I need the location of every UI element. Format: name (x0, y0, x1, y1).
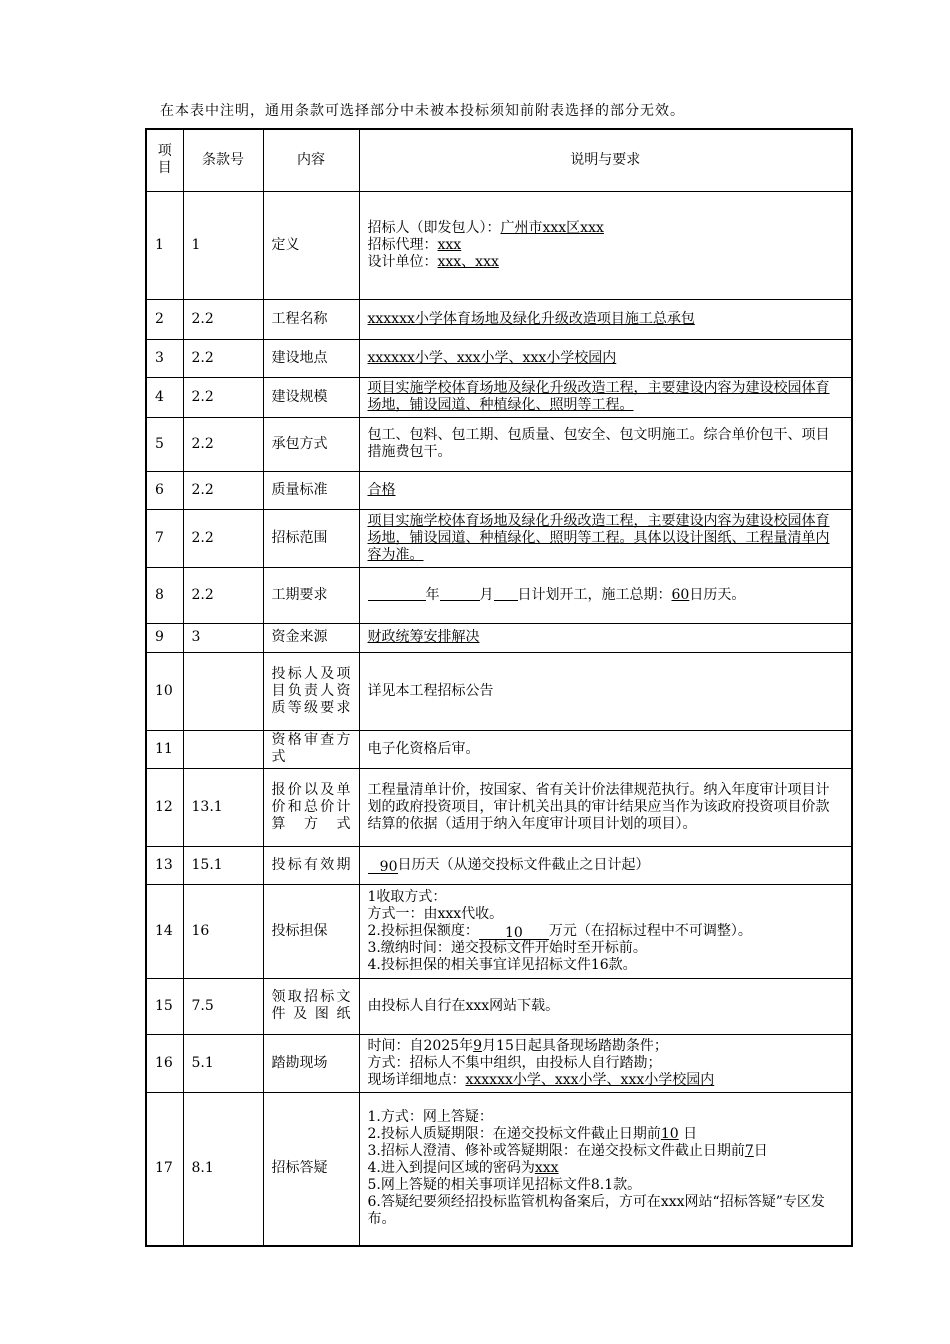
row-clause: 16 (183, 884, 263, 978)
row-no: 14 (146, 884, 183, 978)
row-no: 12 (146, 768, 183, 846)
row-clause: 8.1 (183, 1092, 263, 1246)
row-clause: 13.1 (183, 768, 263, 846)
table-row (146, 509, 852, 567)
row-clause: 2.2 (183, 471, 263, 509)
table-row (146, 884, 852, 978)
row-clause: 15.1 (183, 846, 263, 884)
table-row (146, 471, 852, 509)
row-desc: 年 月 日计划开工，施工总期：60日历天。 (359, 567, 852, 623)
row-desc: 财政统筹安排解决 (359, 623, 852, 652)
row-no: 1 (146, 191, 183, 299)
row-content: 建设规模 (263, 377, 359, 417)
row-desc: 由投标人自行在xxx网站下载。 (359, 978, 852, 1034)
row-content: 领取招标文件及图纸 (263, 978, 359, 1034)
row-clause: 5.1 (183, 1034, 263, 1092)
row-content: 质量标准 (263, 471, 359, 509)
intro-note: 在本表中注明，通用条款可选择部分中未被本投标须知前附表选择的部分无效。 (160, 103, 685, 119)
row-content: 投标有效期 (263, 846, 359, 884)
row-no: 4 (146, 377, 183, 417)
row-desc: 项目实施学校体育场地及绿化升级改造工程，主要建设内容为建设校园体育场地，铺设园道、种植绿化、照明等工程。 (359, 377, 852, 417)
row-content: 投标人及项目负责人资质等级要求 (263, 652, 359, 730)
row-content: 工程名称 (263, 299, 359, 339)
row-no: 5 (146, 417, 183, 471)
table-row (146, 567, 852, 623)
row-no: 17 (146, 1092, 183, 1246)
row-desc: 1收取方式： 方式一：由xxx代收。 2.投标担保额度： 10 万元（在招标过程中不可调整）。 3.缴纳时间：递交投标文件开始时至开标前。 4.投标担保的相关事宜详见招标文件16款。 (359, 884, 852, 978)
table-header-row (146, 129, 852, 191)
row-clause: 2.2 (183, 509, 263, 567)
row-desc: 招标人（即发包人）：广州市xxx区xxx 招标代理：xxx 设计单位：xxx、xxx (359, 191, 852, 299)
row-content: 定义 (263, 191, 359, 299)
row-no: 13 (146, 846, 183, 884)
header-item: 项目 (146, 129, 183, 191)
table-row (146, 768, 852, 846)
row-desc: 合格 (359, 471, 852, 509)
header-desc: 说明与要求 (359, 129, 852, 191)
row-content: 工期要求 (263, 567, 359, 623)
row-content: 报价以及单价和总价计算方式 (263, 768, 359, 846)
table-row (146, 377, 852, 417)
row-clause: 2.2 (183, 377, 263, 417)
row-clause: 2.2 (183, 567, 263, 623)
row-no: 2 (146, 299, 183, 339)
row-desc: xxxxxx小学体育场地及绿化升级改造项目施工总承包 (359, 299, 852, 339)
row-clause: 3 (183, 623, 263, 652)
header-clause: 条款号 (183, 129, 263, 191)
table-row (146, 730, 852, 768)
row-clause: 2.2 (183, 339, 263, 377)
row-content: 踏勘现场 (263, 1034, 359, 1092)
row-desc: 项目实施学校体育场地及绿化升级改造工程，主要建设内容为建设校园体育场地，铺设园道、种植绿化、照明等工程。具体以设计图纸、工程量清单内容为准。 (359, 509, 852, 567)
row-content: 招标范围 (263, 509, 359, 567)
table-row (146, 1092, 852, 1246)
row-clause: 2.2 (183, 299, 263, 339)
row-desc: 电子化资格后审。 (359, 730, 852, 768)
table-row (146, 339, 852, 377)
table-row (146, 846, 852, 884)
row-no: 15 (146, 978, 183, 1034)
row-no: 11 (146, 730, 183, 768)
table-row (146, 191, 852, 299)
row-clause: 1 (183, 191, 263, 299)
row-desc: 时间：自2025年9月15日起具备现场踏勘条件； 方式：招标人不集中组织，由投标人自行踏勘； 现场详细地点：xxxxxx小学、xxx小学、xxx小学校园内 (359, 1034, 852, 1092)
row-content: 建设地点 (263, 339, 359, 377)
row-content: 承包方式 (263, 417, 359, 471)
row-clause (183, 652, 263, 730)
row-content: 资格审查方式 (263, 730, 359, 768)
row-no: 10 (146, 652, 183, 730)
row-content: 投标担保 (263, 884, 359, 978)
row-desc: xxxxxx小学、xxx小学、xxx小学校园内 (359, 339, 852, 377)
row-no: 16 (146, 1034, 183, 1092)
row-desc: 1.方式：网上答疑： 2.投标人质疑期限：在递交投标文件截止日期前10 日 3.招标人澄清、修补或答疑期限：在递交投标文件截止日期前7日 4.进入到提问区域的密码为xxx 5.网上答疑的相关事项详见招标文件8.1款。 6.答疑纪要须经招投标监管机构备案后，方可在xxx网站“招标答疑”专区发布。 (359, 1092, 852, 1246)
table-row (146, 623, 852, 652)
row-desc: 包工、包料、包工期、包质量、包安全、包文明施工。综合单价包干、项目措施费包干。 (359, 417, 852, 471)
row-no: 8 (146, 567, 183, 623)
row-content: 招标答疑 (263, 1092, 359, 1246)
row-desc: 详见本工程招标公告 (359, 652, 852, 730)
row-content: 资金来源 (263, 623, 359, 652)
row-no: 7 (146, 509, 183, 567)
header-content: 内容 (263, 129, 359, 191)
row-clause (183, 730, 263, 768)
row-clause: 7.5 (183, 978, 263, 1034)
row-no: 3 (146, 339, 183, 377)
row-desc: 工程量清单计价，按国家、省有关计价法律规范执行。纳入年度审计项目计划的政府投资项目，审计机关出具的审计结果应当作为该政府投资项目价款结算的依据（适用于纳入年度审计项目计划的项目）。 (359, 768, 852, 846)
table-row (146, 978, 852, 1034)
row-no: 6 (146, 471, 183, 509)
table-row (146, 652, 852, 730)
row-no: 9 (146, 623, 183, 652)
tender-info-table (145, 128, 853, 1247)
table-row (146, 299, 852, 339)
table-row (146, 1034, 852, 1092)
table-row (146, 417, 852, 471)
row-clause: 2.2 (183, 417, 263, 471)
row-desc: 90日历天（从递交投标文件截止之日计起） (359, 846, 852, 884)
